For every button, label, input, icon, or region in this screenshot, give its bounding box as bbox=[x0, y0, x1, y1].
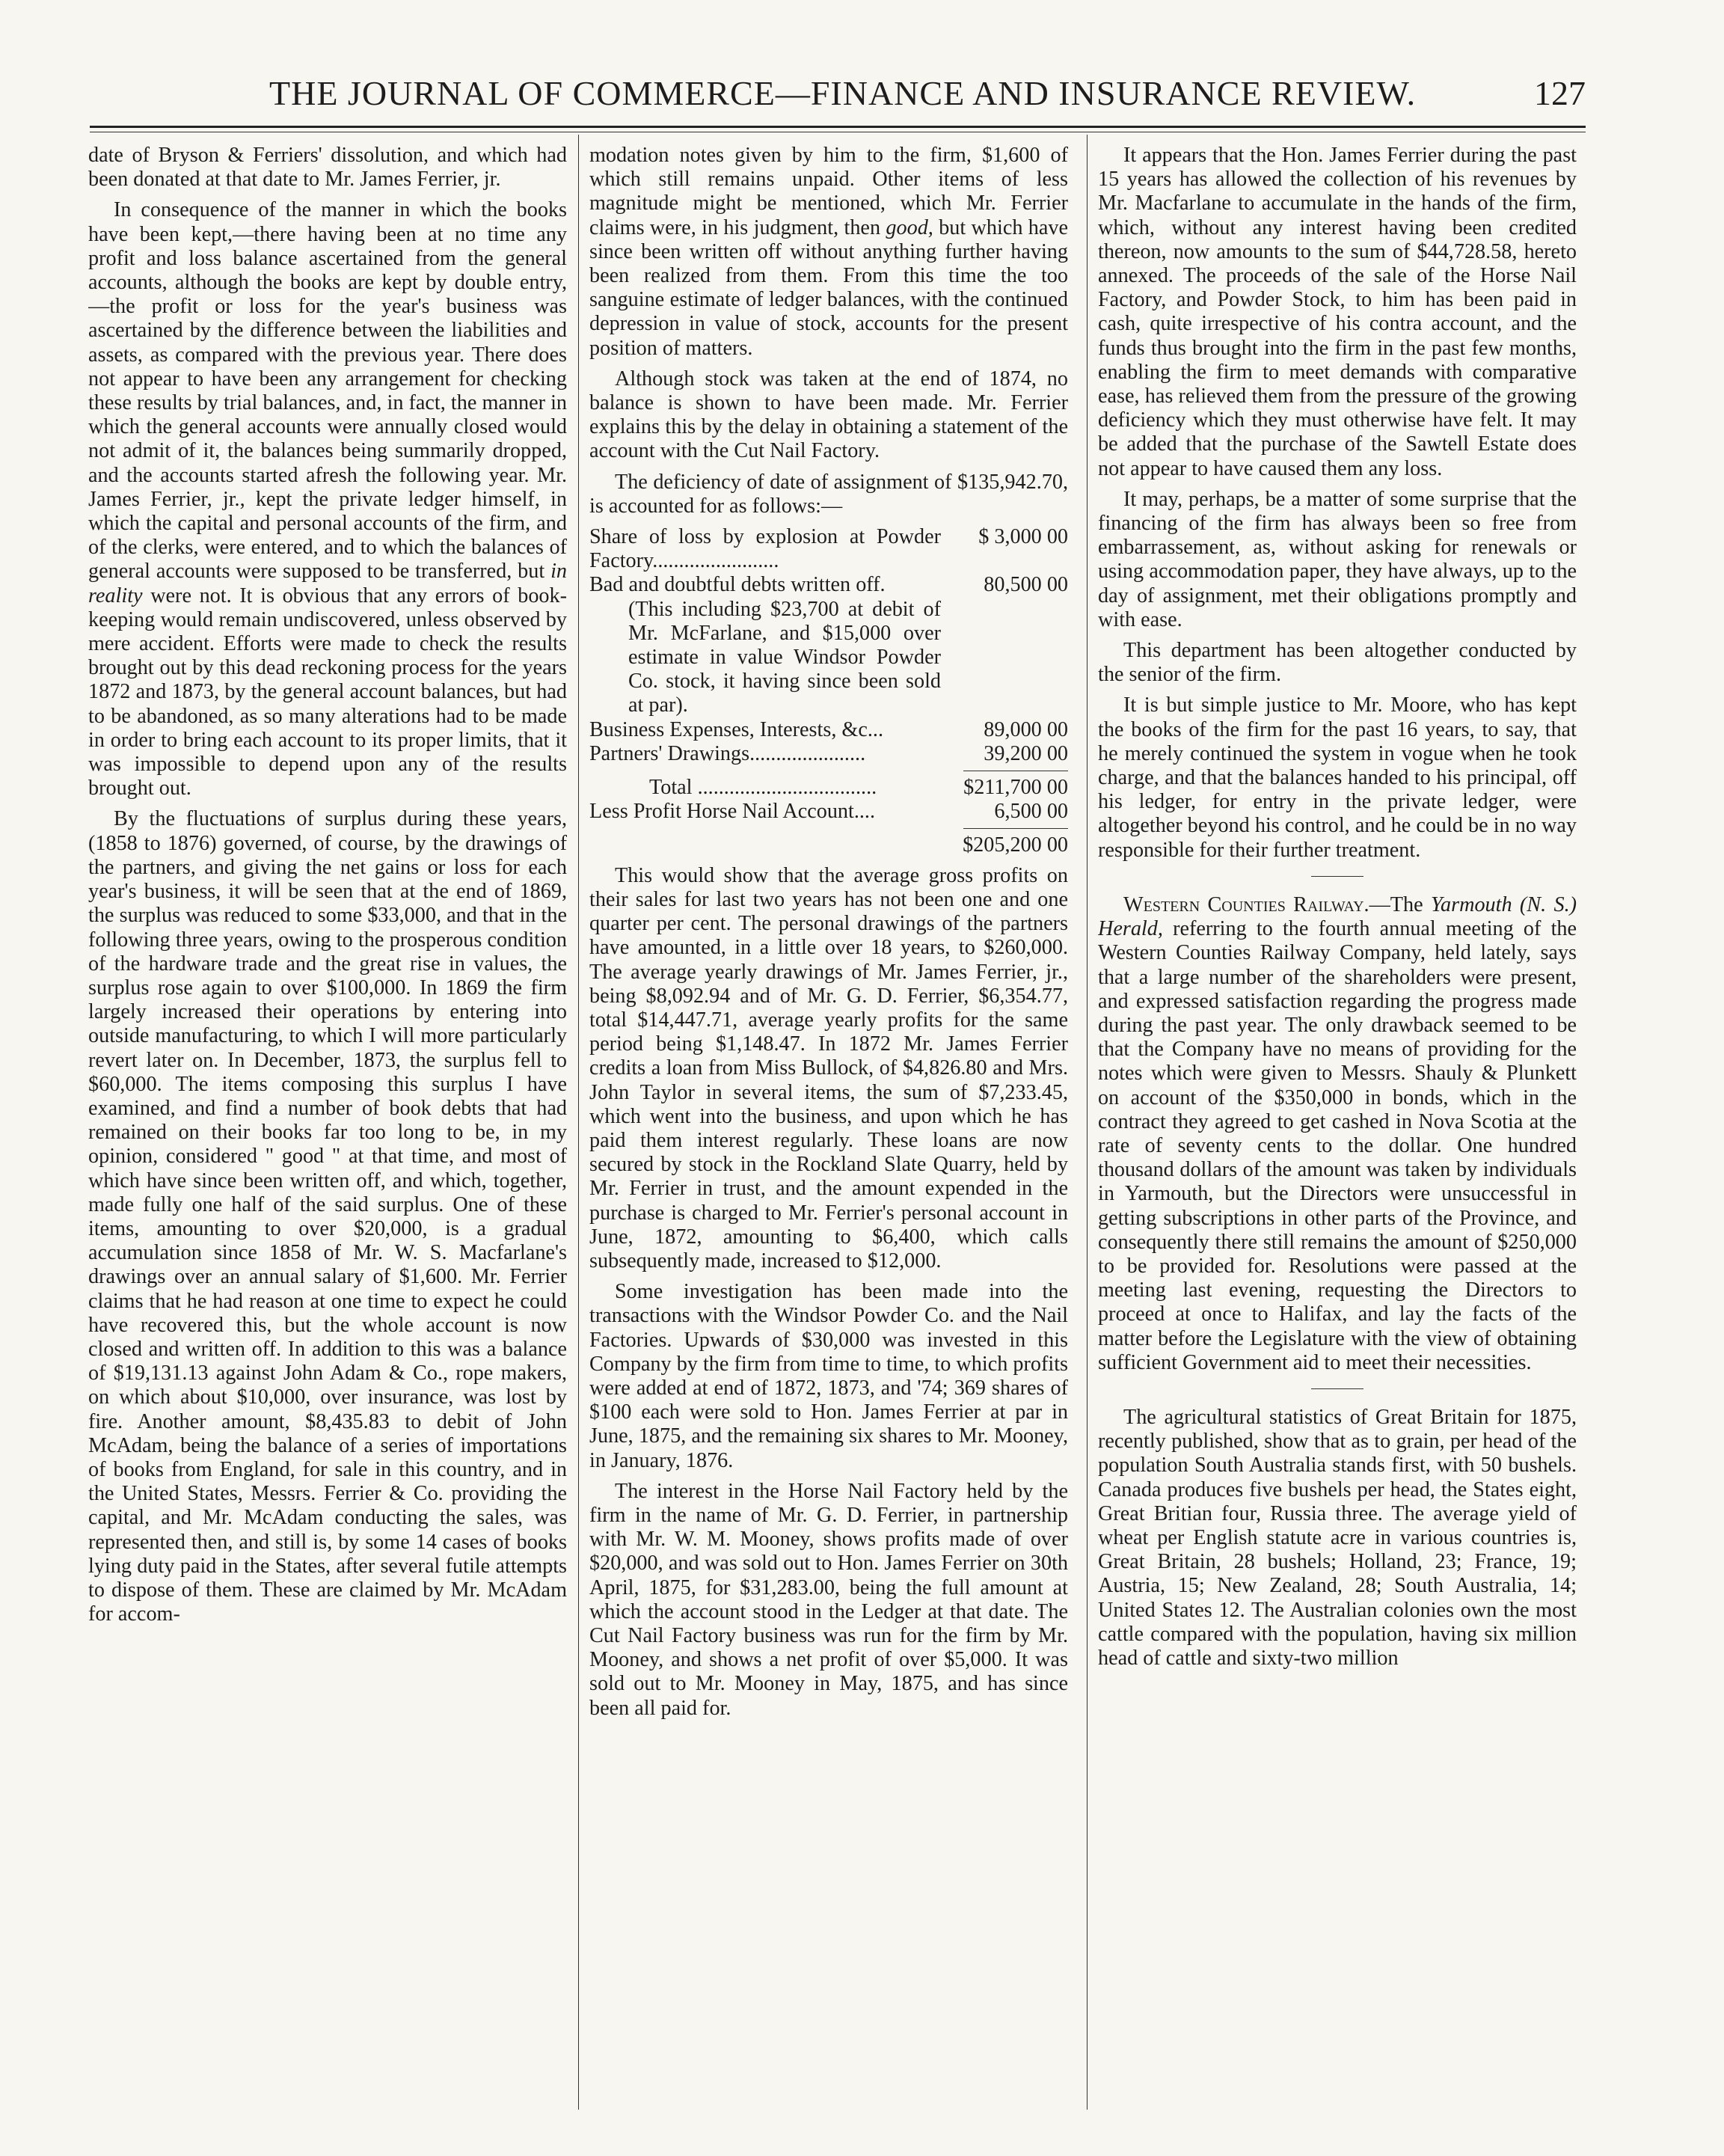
ledger-desc: Business Expenses, Interests, &c... bbox=[589, 717, 884, 741]
ledger-desc: Bad and doubtful debts written off. bbox=[589, 573, 886, 597]
paragraph bbox=[88, 198, 567, 800]
emphasis: Yarmouth (N. S.) Herald, bbox=[1098, 892, 1577, 941]
ledger-row bbox=[589, 742, 1068, 766]
ledger-note bbox=[589, 598, 1068, 718]
text: modation notes given by him to the firm, $1,600 of which still remains unpaid. Other items of less magnitude might be mentioned, which Mr. Ferrier claims were, in his judgment, then bbox=[589, 144, 1068, 239]
journal-title: THE JOURNAL OF COMMERCE—FINANCE AND INSURANCE REVIEW. bbox=[269, 74, 1417, 112]
column-3 bbox=[1098, 144, 1577, 2096]
column-2 bbox=[589, 144, 1068, 2096]
paragraph: Although stock was taken at the end of 1874, no balance is shown to have been made. Mr. Ferrier explains this by the delay in obtaining a statement of the account with the Cut Nail Factory. bbox=[589, 367, 1068, 463]
article-separator bbox=[1311, 1388, 1363, 1389]
ledger-amount: 80,500 00 bbox=[984, 573, 1068, 597]
paragraph: This department has been altogether conducted by the senior of the firm. bbox=[1098, 639, 1577, 687]
paragraph: It appears that the Hon. James Ferrier during the past 15 years has allowed the collection of his revenues by Mr. Macfarlane to accumulate in the hands of the firm, which, without any interest having been credited thereon, now amounts to the sum of $44,728.58, hereto annexed. The proceeds of the sale of the Horse Nail Factory, and Powder Stock, to him has been paid in cash, quite irrespective of his contra account, and the funds thus brought into the firm in the past few months, enabling the firm to meet demands with comparative ease, has relieved them from the pressure of the growing deficiency which they must otherwise have felt. It may be added that the purchase of the Sawtell Estate does not appear to have caused them any loss. bbox=[1098, 144, 1577, 480]
emphasis: in reality bbox=[88, 560, 567, 607]
page-number: 127 bbox=[1534, 74, 1586, 112]
article-western-counties-railway bbox=[1098, 893, 1577, 1375]
column-1 bbox=[88, 144, 567, 2096]
text: —The bbox=[1369, 892, 1423, 916]
ledger-amount: $ 3,000 00 bbox=[978, 525, 1068, 549]
ledger-note-text: (This including $23,700 at debit of Mr. McFarlane, and $15,000 over estimate in value Windsor Powder Co. stock, it having since been sold at par). bbox=[628, 597, 941, 717]
ledger-row bbox=[589, 573, 1068, 597]
paragraph: The interest in the Horse Nail Factory held by the firm in the name of Mr. G. D. Ferrier, in partnership with Mr. W. M. Mooney, shows profits made of over $20,000, and was sold out to Hon. James Ferrier on 30th April, 1875, for $31,283.00, being the full amount at which the account stood in the Ledger at that date. The Cut Nail Factory business was run for the firm by Mr. Mooney, and shows a net profit of over $5,000. It was sold out to Mr. Mooney in May, 1875, and has since been all paid for. bbox=[589, 1479, 1068, 1720]
ledger-row bbox=[589, 525, 1068, 573]
ledger-amount: $205,200 00 bbox=[963, 833, 1068, 857]
text: were not. It is obvious that any errors of book-keeping would remain undiscovered, unless observed by mere accident. Efforts were made to check the results brought out by this dead reckoning process for the years 1872 and 1873, by the general account balances, but had to be abandoned, as so many alterations had to be made in order to bring each account to its proper limits, that it was impossible to depend upon any of the results brought out. bbox=[88, 584, 567, 800]
ledger-amount: 6,500 00 bbox=[994, 800, 1068, 824]
paragraph bbox=[589, 144, 1068, 361]
ledger-total-row bbox=[589, 776, 1068, 800]
page-header bbox=[90, 73, 1586, 126]
ledger-row bbox=[589, 718, 1068, 742]
ledger-row bbox=[589, 800, 1068, 824]
column-divider bbox=[578, 135, 579, 2110]
paragraph: It is but simple justice to Mr. Moore, who has kept the books of the firm for the past 16 years, to say, that he merely continued the system in vogue when he took charge, and that the balances handed to his principal, off his ledger, for entry in the private ledger, were altogether beyond his control, and he could be in no way responsible for their further treatment. bbox=[1098, 693, 1577, 862]
paragraph: date of Bryson & Ferriers' dissolution, and which had been donated at that date to Mr. James Ferrier, jr. bbox=[88, 144, 567, 192]
ledger-amount: $211,700 00 bbox=[963, 776, 1068, 800]
deficiency-ledger bbox=[589, 525, 1068, 858]
article-agricultural-statistics: The agricultural statistics of Great Britain for 1875, recently published, show that as to grain, per head of the population South Australia stands first, with 50 bushels. Canada produces five bushels per head, the States eight, Great Britian four, Russia three. The average yield of wheat per English statute acre in various countries is, Great Britain, 28 bushels; Holland, 23; France, 19; Austria, 15; New Zealand, 28; South Australia, 14; United States 12. The Australian colonies own the most cattle compared with the population, having six million head of cattle and sixty-two million bbox=[1098, 1405, 1577, 1670]
article-heading: Western Counties Railway. bbox=[1123, 892, 1369, 916]
header-rule bbox=[90, 126, 1586, 128]
paragraph: By the fluctuations of surplus during these years, (1858 to 1876) governed, of course, by the drawings of the partners, and giving the net gains or loss for each year's business, it will be seen that at the end of 1869, the surplus was reduced to some $33,000, and that in the following three years, owing to the prosperous condition of the hardware trade and the great rise in values, the surplus rose again to over $100,000. In 1869 the firm largely increased their operations by entering into outside manufacturing, to which I will more particularly revert later on. In December, 1873, the surplus fell to $60,000. The items composing this surplus I have examined, and find a number of book debts that had remained on their books far too long to be, in my opinion, considered " good " at that time, and most of which have since been written off, and which, together, made fully one half of the said surplus. One of these items, amounting to over $20,000, is a gradual accumulation since 1858 of Mr. W. S. Macfarlane's drawings over an annual salary of $1,600. Mr. Ferrier claims that he had reason at one time to expect he could have recovered this, but the whole account is now closed and written off. In addition to this was a balance of $19,131.13 against John Adam & Co., rope makers, on which about $10,000, over insurance, was lost by fire. Another amount, $8,435.83 to debit of John McAdam, being the balance of a series of importations of books from England, for sale in this country, and in the United States, Messrs. Ferrier & Co. providing the capital, and Mr. McAdam conducting the sales, was represented then, and still is, by some 14 cases of books lying duty paid in the States, after several futile attempts to dispose of them. These are claimed by Mr. McAdam for accom- bbox=[88, 807, 567, 1626]
text: but which have since been written off without anything further having been realized from them. From this time the too sanguine estimate of ledger balances, with the continued depression in value of stock, accounts for the present position of matters. bbox=[589, 215, 1068, 360]
paragraph: It may, perhaps, be a matter of some surprise that the financing of the firm has always been so free from embarrassement, as, without asking for renewals or using accommodation paper, they have always, up to the day of assignment, met their obligations promptly and with ease. bbox=[1098, 487, 1577, 631]
text: In consequence of the manner in which the books have been kept,—there having been at no time any profit and loss balance ascertained from the general accounts, although the books are kept by double entry,—the profit or loss for the year's business was ascertained by the difference between the liabilities and assets, as compared with the previous year. There does not appear to have been any arrangement for checking these results by trial balances, and, in fact, the manner in which the general accounts were annually closed would not admit of it, the balances being summarily dropped, and the accounts started afresh the following year. Mr. James Ferrier, jr., kept the private ledger himself, in which the capital and personal accounts of the firm, and of the clerks, were entered, and to which the balances of general accounts were supposed to be transferred, but bbox=[88, 198, 567, 584]
text: referring to the fourth annual meeting of the Western Counties Railway Company, held lately, says that a large number of the shareholders were present, and expressed satisfaction regarding the progress made during the past year. The only drawback seemed to be that the Company have no means of providing for the notes which were given to Messrs. Shauly & Plunkett on account of the $350,000 in bonds, which in the contract they agreed to get cashed in Nova Scotia at the rate of seventy cents to the dollar. One hundred thousand dollars of the amount was taken by individuals in Yarmouth, but the Directors were unsuccessful in getting subscriptions in other parts of the Province, and consequently there still remains the amount of $250,000 to be provided for. Resolutions were passed at the meeting last evening, requesting the Directors to proceed at once to Halifax, and lay the facts of the matter before the Legislature with the view of obtaining sufficient Government aid to meet their necessities. bbox=[1098, 917, 1577, 1374]
paragraph: Some investigation has been made into the transactions with the Windsor Powder Co. and the Nail Factories. Upwards of $30,000 was invested in this Company by the firm from time to time, to which profits were added at end of 1872, 1873, and '74; 369 shares of $100 each were sold to Hon. James Ferrier at par in June, 1875, and the remaining six shares to Mr. Mooney, in January, 1876. bbox=[589, 1280, 1068, 1472]
ledger-net-row bbox=[589, 833, 1068, 857]
article-separator bbox=[1311, 876, 1363, 877]
ledger-desc: Total .................................. bbox=[649, 776, 877, 800]
ledger-desc: Less Profit Horse Nail Account.... bbox=[589, 800, 876, 824]
paragraph: The deficiency of date of assignment of $135,942.70, is accounted for as follows:— bbox=[589, 470, 1068, 518]
sum-rule bbox=[963, 828, 1068, 829]
ledger-desc: Partners' Drawings...................... bbox=[589, 741, 866, 765]
paragraph: This would show that the average gross profits on their sales for last two years has not been one and one quarter per cent. The personal drawings of the partners have amounted, in a little over 18 years, to $260,000. The average yearly drawings of Mr. James Ferrier, jr., being $8,092.94 and of Mr. G. D. Ferrier, $6,354.77, total $14,447.71, average yearly profits for the same period being $1,148.47. In 1872 Mr. James Ferrier credits a loan from Miss Bullock, of $4,826.80 and Mrs. John Taylor in several items, the sum of $7,233.45, which went into the business, and upon which he has paid them interest regularly. These loans are now secured by stock in the Rockland Slate Quarry, held by Mr. Ferrier in trust, and the amount expended in the purchase is charged to Mr. Ferrier's personal account in June, 1872, amounting to $6,400, which calls subsequently made, increased to $12,000. bbox=[589, 863, 1068, 1273]
ledger-desc: Share of loss by explosion at Powder Factory........................ bbox=[589, 525, 941, 573]
column-divider bbox=[1087, 135, 1088, 2110]
ledger-amount: 39,200 00 bbox=[984, 741, 1068, 765]
ledger-amount: 89,000 00 bbox=[984, 717, 1068, 741]
emphasis: good, bbox=[886, 215, 933, 239]
